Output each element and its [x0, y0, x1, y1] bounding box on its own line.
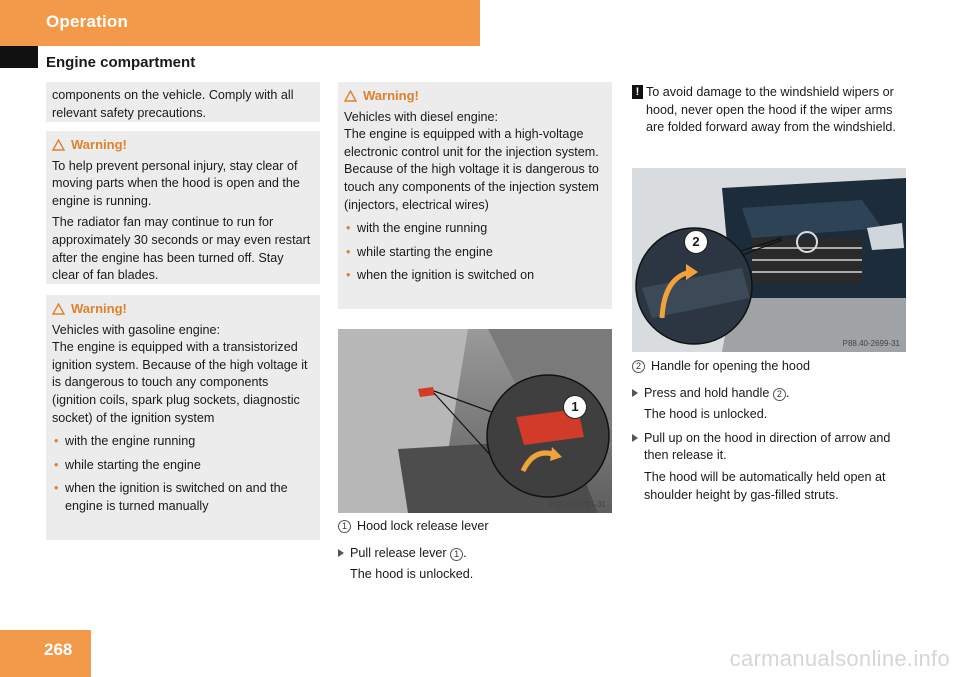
callout-number: 1 [338, 520, 351, 533]
photo-code: P88.40-2701-31 [548, 500, 606, 509]
warning-box-3 [338, 82, 612, 309]
callout-number: 2 [632, 360, 645, 373]
list-item: • while starting the engine [54, 457, 201, 472]
result-text: The hood will be automatically held open at shoulder height by gas-filled struts. [644, 469, 886, 502]
note-block [632, 84, 908, 137]
callout-number: 2 [684, 230, 708, 254]
step-arrow-icon [632, 389, 638, 397]
figure-caption: 2 Handle for opening the hood [632, 358, 908, 376]
intro-box [46, 82, 320, 122]
instruction-step: Pull release lever 1 . [338, 545, 612, 563]
warning-triangle-icon [52, 303, 65, 315]
figure-caption: 1 Hood lock release lever [338, 518, 612, 536]
warning-box-2 [46, 295, 320, 540]
callout-number: 1 [450, 548, 463, 561]
callout-number: 1 [563, 395, 587, 419]
warning-text: Vehicles with gasoline engine: [52, 322, 221, 337]
warning-text: The engine is equipped with a transistorized ignition system. Because of the high voltage it is dangerous to touch any components (ignition coils, spark plug sockets, diagnostic socket) of the ignition system [52, 340, 308, 425]
warning-heading: Warning! [52, 300, 314, 318]
step-arrow-icon [632, 434, 638, 442]
result-text: The hood is unlocked. [644, 407, 768, 422]
section-marker [0, 46, 38, 68]
list-item: • with the engine running [54, 434, 196, 449]
intro-text: components on the vehicle. Comply with all relevant safety precautions. [52, 88, 294, 120]
note-icon: ! [632, 85, 643, 99]
step-arrow-icon [338, 549, 344, 557]
result-text: The hood is unlocked. [350, 567, 474, 582]
section-title: Engine compartment [46, 54, 196, 71]
list-item: • when the ignition is switched on and the engine is turned manually [54, 481, 288, 513]
list-item: • with the engine running [346, 221, 488, 236]
warning-text: The radiator fan may continue to run for approximately 30 seconds or may even restart after the engine has been turned off. Stay clear of fan blades. [52, 215, 311, 283]
col3-text [632, 358, 908, 504]
hood-release-lever-photo [338, 329, 612, 513]
photo-code: P88.40-2699-31 [842, 339, 900, 348]
list-item: • while starting the engine [346, 244, 493, 259]
hood-handle-photo [632, 168, 906, 352]
warning-triangle-icon [52, 139, 65, 151]
warning-bullet-list [344, 220, 606, 285]
warning-text: The engine is equipped with a high-voltage electronic control unit for the injection system. Because of the high voltage it is dangerous to touch any components of the injection system (injectors, electrical wires) [344, 127, 599, 212]
col2-text [338, 518, 612, 584]
note-text: To avoid damage to the windshield wipers or hood, never open the hood if the wiper arms are folded forward away from the windshield. [646, 85, 896, 135]
warning-text: Vehicles with diesel engine: [344, 109, 499, 124]
warning-heading: Warning! [52, 136, 314, 154]
instruction-step: Pull up on the hood in direction of arrow and then release it. [632, 430, 908, 465]
callout-number: 2 [773, 388, 786, 401]
list-item: • when the ignition is switched on [346, 268, 535, 283]
warning-bullet-list [52, 433, 314, 515]
warning-box-1 [46, 131, 320, 284]
watermark: carmanualsonline.info [729, 646, 950, 671]
warning-text: To help prevent personal injury, stay clear of moving parts when the hood is open and the engine is running. [52, 158, 300, 208]
page-number: 268 [44, 640, 73, 659]
chapter-title: Operation [46, 12, 129, 31]
instruction-step: Press and hold handle 2 . [632, 385, 908, 403]
warning-heading: Warning! [344, 87, 606, 105]
warning-triangle-icon [344, 90, 357, 102]
